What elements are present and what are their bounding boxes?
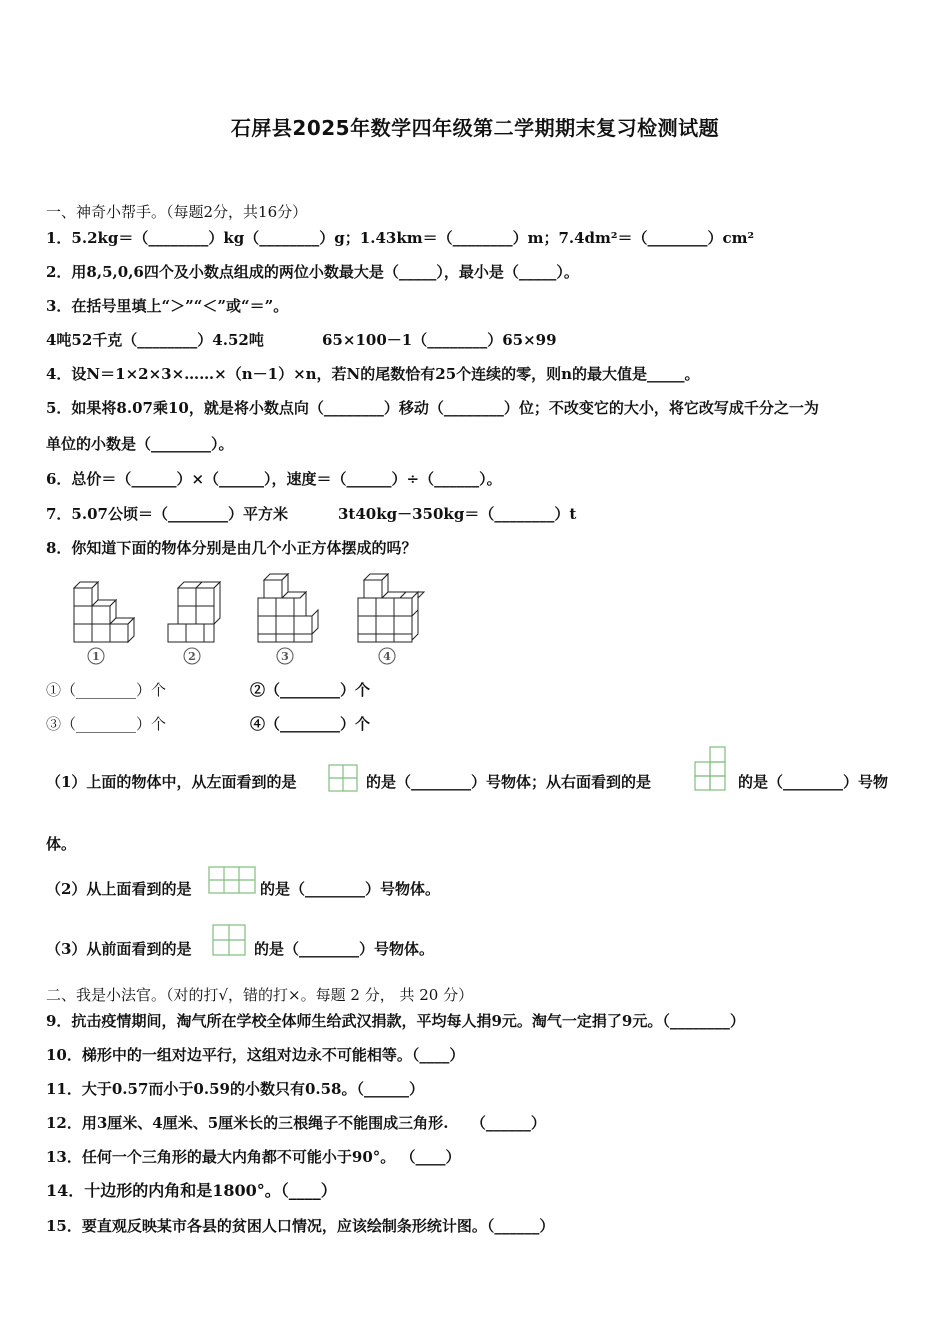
front-view-grid-icon (212, 924, 246, 956)
figure-label-1: 1 (92, 650, 100, 663)
question-11: 11．大于0.57而小于0.59的小数只有0.58。（______） (46, 1080, 424, 1098)
question-3-line-a: 4吨52千克（________）4.52吨 (46, 331, 264, 349)
sub1-part-d: 体。 (46, 835, 77, 853)
question-9: 9．抗击疫情期间，淘气所在学校全体师生给武汉捐款，平均每人捐9元。淘气一定捐了9元。（________） (46, 1012, 745, 1030)
figure-label-4: 4 (383, 650, 391, 663)
page-title: 石屏县2025年数学四年级第二学期期末复习检测试题 (230, 116, 720, 140)
q8-answer-4: ④（________）个 (250, 715, 371, 733)
question-3-line-b: 65×100－1（________）65×99 (322, 331, 557, 349)
sub2-part-b: 的是（________）号物体。 (260, 880, 441, 898)
question-6: 6．总价＝（______）×（______），速度＝（______）÷（______）。 (46, 470, 502, 488)
q8-answer-3: ③（________）个 (46, 715, 167, 733)
question-5-line1: 5．如果将8.07乘10，就是将小数点向（________）移动（________）位；不改变它的大小，将它改写成千分之一为 (46, 399, 819, 417)
question-13: 13．任何一个三角形的最大内角都不可能小于90°。 （____） (46, 1148, 461, 1166)
question-4: 4．设N＝1×2×3×……×（n－1）×n，若N的尾数恰有25个连续的零，则n的最大值是_____。 (46, 365, 700, 383)
cube-figure-3 (258, 574, 318, 642)
question-14: 14．十边形的内角和是1800°。（____） (46, 1181, 337, 1200)
figure-label-3: 3 (281, 650, 289, 663)
cube-figure-4 (358, 574, 424, 642)
figure-label-2: 2 (188, 650, 196, 663)
cube-figures (52, 572, 432, 672)
sub1-part-b: 的是（________）号物体；从右面看到的是 (366, 773, 652, 791)
question-12: 12．用3厘米、4厘米、5厘米长的三根绳子不能围成三角形. （______） (46, 1114, 546, 1132)
question-15: 15．要直观反映某市各县的贫困人口情况，应该绘制条形统计图。（______） (46, 1217, 555, 1235)
sub1-part-c: 的是（________）号物 (738, 773, 889, 791)
q8-answer-2: ②（________）个 (250, 681, 371, 699)
sub3-part-a: （3）从前面看到的是 (46, 940, 192, 958)
cube-figure-1 (74, 582, 134, 642)
question-10: 10．梯形中的一组对边平行，这组对边永不可能相等。（____） (46, 1046, 465, 1064)
sub1-part-a: （1）上面的物体中，从左面看到的是 (46, 773, 297, 791)
question-1: 1．5.2kg＝（________）kg（________）g；1.43km＝（________）m；7.4dm²＝（________）cm² (46, 229, 755, 247)
q8-answer-1: ①（________）个 (46, 681, 167, 699)
cube-figure-2 (168, 582, 220, 642)
right-view-grid-icon (694, 746, 726, 792)
question-3: 3．在括号里填上“＞”“＜”或“＝”。 (46, 297, 289, 315)
section2-heading: 二、我是小法官。（对的打√，错的打×。每题 2 分， 共 20 分） (46, 986, 474, 1004)
sub3-part-b: 的是（________）号物体。 (254, 940, 435, 958)
question-5-line2: 单位的小数是（________）。 (46, 435, 234, 453)
section1-heading: 一、神奇小帮手。（每题2分，共16分） (46, 203, 308, 221)
question-8: 8．你知道下面的物体分别是由几个小正方体摆成的吗？ (46, 539, 417, 557)
left-view-grid-icon (328, 764, 358, 792)
question-7-a: 7．5.07公顷＝（________）平方米 (46, 505, 288, 523)
top-view-grid-icon (208, 866, 256, 894)
question-7-b: 3t40kg－350kg＝（________）t (338, 505, 577, 523)
question-2: 2．用8,5,0,6四个及小数点组成的两位小数最大是（_____），最小是（_____）。 (46, 263, 579, 281)
sub2-part-a: （2）从上面看到的是 (46, 880, 192, 898)
